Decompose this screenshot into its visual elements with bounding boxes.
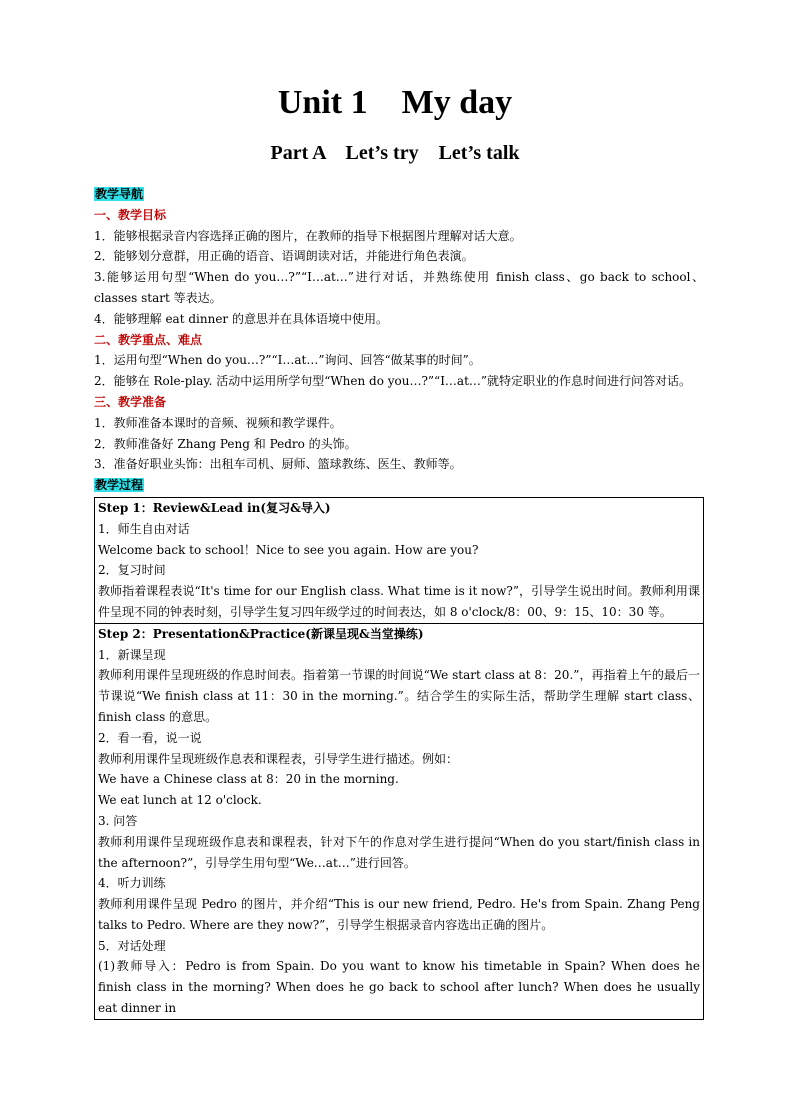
list-item: 1．能够根据录音内容选择正确的图片，在教师的指导下根据图片理解对话大意。 [94,228,522,243]
step-line: 4．听力训练 [98,876,166,891]
document-body [94,184,704,1020]
step-line: 教师利用课件呈现班级作息表和课程表，针对下午的作息对学生进行提问“When do you start/finish class in the afternoon?”，引导学生用句型“We…at…”进行回答。 [98,834,700,870]
list-item: 1．教师准备本课时的音频、视频和教学课件。 [94,415,342,430]
step-line: 教师利用课件呈现班级的作息时间表。指着第一节课的时间说“We start class at 8：20.”，再指着上午的最后一节课说“We finish class at 11：30 in the morning.”。结合学生的实际生活，帮助学生理解 start class、finish class 的意思。 [98,668,700,724]
section-preparation [94,392,704,475]
step-line: 教师指着课程表说“It's time for our English class. What time is it now?”，引导学生说出时间。教师利用课件呈现不同的钟表时刻，引导学生复习四年级学过的时间表达，如 8 o'clock/8：00、9：15、10：30 等。 [98,584,700,619]
process-table [94,497,704,1020]
list-item: 1．运用句型“When do you…?”“I…at…”询问、回答“做某事的时间”。 [94,353,481,368]
step-line: 教师利用课件呈现班级作息表和课程表，引导学生进行描述。例如： [98,751,459,766]
step-line: 1．师生自由对话 [98,521,190,536]
list-item: 3．准备好职业头饰：出租车司机、厨师、篮球教练、医生、教师等。 [94,457,462,472]
step-line: 1．新课呈现 [98,647,166,662]
step-line: We eat lunch at 12 o'clock. [98,793,262,808]
step-line: 5．对话处理 [98,938,166,953]
step-line: Welcome back to school！Nice to see you again. How are you? [98,542,479,557]
page-subtitle: Part A Let’s try Let’s talk [270,142,520,164]
section-heading: 二、教学重点、难点 [94,332,203,347]
nav-label: 教学导航 [95,187,144,201]
list-item: 2．教师准备好 Zhang Peng 和 Pedro 的头饰。 [94,436,357,451]
process-label: 教学过程 [95,478,144,493]
section-heading: 三、教学准备 [94,394,167,409]
section-heading: 一、教学目标 [94,207,167,222]
step-title: Step 2：Presentation&Practice(新课呈现&当堂操练) [98,626,424,641]
page-title: Unit 1 My day [277,84,513,121]
table-row [95,497,704,623]
step-line: 2．看一看，说一说 [98,730,202,745]
list-item: 3.能够运用句型“When do you…?”“I…at…”进行对话，并熟练使用 finish class、go back to school、classes start 等表达。 [94,270,704,305]
step-line: 2．复习时间 [98,563,166,578]
step-1-cell [95,497,704,623]
list-item: 4．能够理解 eat dinner 的意思并在具体语境中使用。 [94,311,388,326]
step-2-cell [95,623,704,1019]
step-title: Step 1：Review&Lead in(复习&导入) [98,500,331,515]
step-line: (1)教师导入：Pedro is from Spain. Do you want to know his timetable in Spain? When does he finish class in the morning? When does he go back to school after lunch? When does he usually eat dinner in [98,959,700,1016]
step-line: 3. 问答 [98,813,138,828]
list-item: 2．能够在 Role-play. 活动中运用所学句型“When do you…?”“I…at…”就特定职业的作息时间进行问答对话。 [94,374,692,389]
step-line: We have a Chinese class at 8：20 in the morning. [98,772,399,787]
list-item: 2．能够划分意群，用正确的语音、语调朗读对话，并能进行角色表演。 [94,249,474,264]
step-line: 教师利用课件呈现 Pedro 的图片，并介绍“This is our new friend, Pedro. He's from Spain. Zhang Peng talks to Pedro. Where are they now?”，引导学生根据录音内容选出正确的图片。 [98,897,700,932]
section-key-points [94,330,704,392]
section-objectives [94,205,704,330]
table-row [95,623,704,1019]
